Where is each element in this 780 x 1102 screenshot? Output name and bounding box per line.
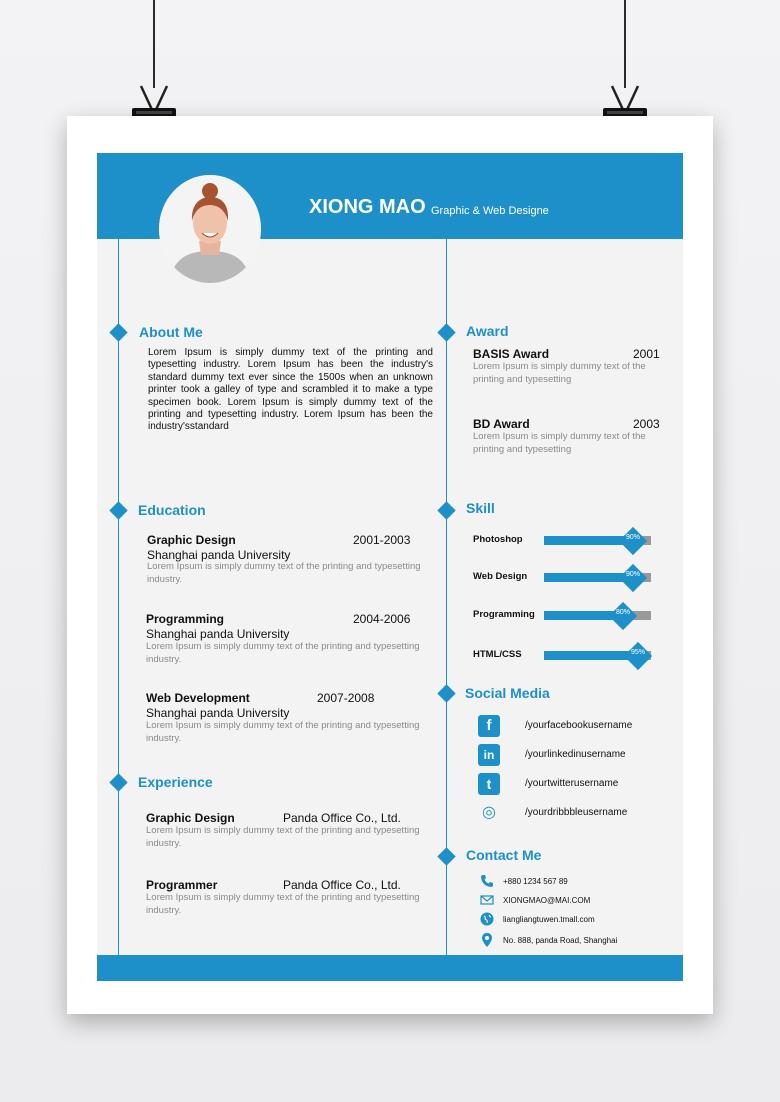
education-desc: Lorem Ipsum is simply dummy text of the printing and typesetting industry.	[146, 641, 420, 665]
skill-level-marker-icon	[624, 642, 652, 670]
about-heading: About Me	[139, 324, 203, 340]
skill-name: HTML/CSS	[473, 649, 522, 660]
facebook-icon: f	[478, 715, 500, 737]
hanging-string-right	[624, 0, 626, 88]
resume-sheet	[97, 153, 683, 981]
education-marker-icon	[109, 501, 127, 519]
education-heading: Education	[138, 502, 206, 518]
hanging-string-left	[153, 0, 155, 88]
skill-level-marker-icon	[609, 602, 637, 630]
social-link[interactable]: /yourtwitterusername	[525, 778, 619, 789]
skill-name: Programming	[473, 609, 535, 620]
skill-percent-label: 95%	[630, 649, 645, 656]
experience-desc: Lorem Ipsum is simply dummy text of the printing and typesetting industry.	[146, 825, 420, 849]
person-name: XIONG MAO	[309, 196, 426, 218]
profile-photo	[159, 175, 261, 283]
experience-title: Programmer	[146, 878, 218, 892]
education-school: Shanghai panda University	[146, 627, 290, 641]
contact-address: No. 888, panda Road, Shanghai	[503, 936, 618, 945]
skill-bar	[544, 611, 651, 620]
contact-marker-icon	[437, 847, 455, 865]
skill-percent-label: 90%	[625, 534, 640, 541]
social-link[interactable]: /yourdribbbleusername	[525, 807, 628, 818]
education-years: 2007-2008	[317, 691, 375, 705]
award-title: BASIS Award	[473, 347, 550, 361]
contact-heading: Contact Me	[466, 847, 542, 863]
mail-icon	[480, 893, 494, 907]
skill-name: Photoshop	[473, 534, 523, 545]
footer-bar	[97, 955, 683, 981]
woman-portrait-icon	[159, 175, 261, 283]
education-years: 2004-2006	[353, 612, 411, 626]
social-link[interactable]: /yourfacebookusername	[525, 720, 633, 731]
experience-title: Graphic Design	[146, 811, 235, 825]
education-title: Programming	[146, 612, 225, 626]
education-school: Shanghai panda University	[146, 706, 290, 720]
social-link[interactable]: /yourlinkedinusername	[525, 749, 626, 760]
contact-email[interactable]: XIONGMAO@MAI.COM	[503, 896, 591, 905]
contact-website[interactable]: liangliangtuwen.tmall.com	[503, 915, 595, 924]
skill-percent-label: 80%	[615, 609, 630, 616]
award-year: 2001	[633, 347, 660, 361]
education-desc: Lorem Ipsum is simply dummy text of the printing and typesetting industry.	[146, 720, 420, 744]
person-role: Graphic & Web Designe	[431, 205, 549, 217]
skill-percent-label: 90%	[625, 571, 640, 578]
left-timeline-line	[118, 239, 119, 955]
skill-bar	[544, 536, 651, 545]
award-year: 2003	[633, 417, 660, 431]
award-heading: Award	[466, 323, 509, 339]
education-title: Graphic Design	[147, 533, 236, 547]
globe-icon	[480, 912, 494, 926]
education-school: Shanghai panda University	[147, 548, 291, 562]
social-heading: Social Media	[465, 685, 550, 701]
linkedin-icon: in	[478, 744, 500, 766]
experience-desc: Lorem Ipsum is simply dummy text of the printing and typesetting industry.	[146, 892, 420, 916]
experience-company: Panda Office Co., Ltd.	[283, 811, 401, 825]
twitter-icon: t	[478, 773, 500, 795]
social-marker-icon	[437, 684, 455, 702]
skill-name: Web Design	[473, 571, 528, 582]
about-text: Lorem Ipsum is simply dummy text of the printing and typesetting industry. Lorem Ipsum has been the industry's standard dummy text ever since the 1500s when an unknown printer took a galley of type and scrambled it to make a type specimen book. Lorem Ipsum is simply dummy text of the printing and typesetting industry. Lorem Ipsum has been the industry'sstandard	[148, 347, 433, 433]
about-marker-icon	[109, 323, 127, 341]
dribbble-icon: ◎	[482, 804, 496, 821]
education-title: Web Development	[146, 691, 250, 705]
award-desc: Lorem Ipsum is simply dummy text of the printing and typesetting	[473, 431, 646, 455]
skill-level-marker-icon	[619, 527, 647, 555]
award-desc: Lorem Ipsum is simply dummy text of the printing and typesetting	[473, 361, 646, 385]
award-marker-icon	[437, 323, 455, 341]
skill-bar	[544, 651, 651, 660]
skill-marker-icon	[437, 501, 455, 519]
education-years: 2001-2003	[353, 533, 411, 547]
skill-heading: Skill	[466, 500, 495, 516]
experience-heading: Experience	[138, 774, 213, 790]
experience-company: Panda Office Co., Ltd.	[283, 878, 401, 892]
experience-marker-icon	[109, 773, 127, 791]
skill-level-marker-icon	[619, 564, 647, 592]
phone-icon	[480, 874, 494, 888]
award-title: BD Award	[473, 417, 530, 431]
location-pin-icon	[480, 933, 494, 947]
resume-paper	[67, 116, 713, 1014]
skill-bar	[544, 573, 651, 582]
education-desc: Lorem Ipsum is simply dummy text of the printing and typesetting industry.	[147, 561, 421, 585]
contact-phone: +880 1234 567 89	[503, 877, 568, 886]
